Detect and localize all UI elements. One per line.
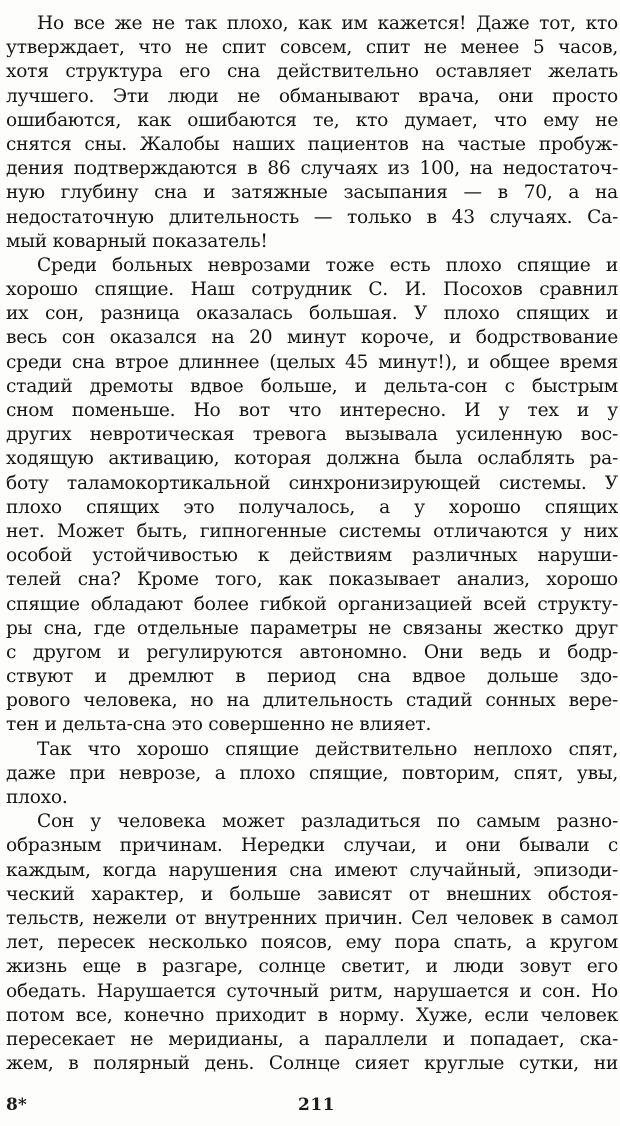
text-line: рового человека, но на длительность стадий сонных вере- <box>6 690 618 712</box>
text-line: ошибаются, как ошибаются те, кто думает, что ему не <box>6 109 618 131</box>
text-line: Но все же не так плохо, как им кажется! Даже тот, кто <box>37 13 618 34</box>
text-line: снятся сны. Жалобы наших пациентов на частые пробуж- <box>6 133 618 155</box>
text-line: дения подтверждаются в 86 случаях из 100, на недостаточ- <box>6 158 618 180</box>
text-line: жизнь еще в разгаре, солнце светит, и люди зовут его <box>6 956 618 978</box>
text-line: боту таламокортикальной синхронизирующей системы. У <box>6 472 618 494</box>
body-text <box>6 12 618 1076</box>
text-line: ческий характер, и больше зависят от внешних обстоя- <box>6 883 618 905</box>
text-line: лучшего. Эти люди не обманывают врача, они просто <box>6 85 618 107</box>
text-line: Сон у человека может разладиться по самым разно- <box>37 811 618 833</box>
text-line: весь сон оказался на 20 минут короче, и бодрствование <box>6 327 618 349</box>
text-line: с другом и регулируются автономно. Они ведь и бодр- <box>6 641 618 663</box>
text-line: других невротическая тревога вызывала усиленную вос- <box>6 424 618 446</box>
text-line: стадий дремоты вдвое больше, и дельта-сон с быстрым <box>6 375 618 397</box>
text-line: плохо. <box>6 787 68 808</box>
page-footer <box>6 1095 616 1119</box>
text-line: даже при неврозе, а плохо спящие, повторим, спят, увы, <box>6 762 618 784</box>
text-line: обедать. Нарушается суточный ритм, нарушается и сон. Но <box>6 980 618 1002</box>
text-line: ры сна, где отдельные параметры не связаны жестко друг <box>6 617 618 639</box>
text-line: нет. Может быть, гипногенные системы отличаются у них <box>6 520 618 542</box>
text-line: недостаточную длительность — только в 43 случаях. Са- <box>6 206 618 228</box>
page-number: 211 <box>298 1095 335 1115</box>
text-line: их сон, разница оказалась большая. У плохо спящих и <box>6 303 618 325</box>
text-line: лет, пересек несколько поясов, ему пора спать, а кругом <box>6 932 618 954</box>
text-line: тен и дельта-сна это совершенно не влияет. <box>6 714 432 736</box>
text-line: хотя структура его сна действительно оставляет желать <box>6 61 618 83</box>
text-line: каждым, когда нарушения сна имеют случайный, эпизоди- <box>6 859 618 881</box>
text-line: ствуют и дремлют в период сна вдвое дольше здо- <box>6 666 618 688</box>
text-line: сном поменьше. Но вот что интересно. И у тех и у <box>6 400 618 421</box>
text-line: спящие обладают более гибкой организацией всей структу- <box>6 593 618 615</box>
text-line: пересекает не меридианы, а параллели и попадает, ска- <box>6 1028 618 1050</box>
text-line: потом все, конечно приходит в норму. Хуже, если человек <box>6 1004 618 1026</box>
text-line: тельств, нежели от внутренних причин. Сел человек в самол <box>6 907 618 929</box>
text-line: Так что хорошо спящие действительно неплохо спят, <box>37 738 618 760</box>
text-line: плохо спящих это получалось, а у хорошо спящих <box>6 496 618 518</box>
text-line: ную глубину сна и затяжные засыпания — в 70, а на <box>6 182 618 204</box>
text-line: образным причинам. Нередки случаи, и они бывали с <box>6 835 618 857</box>
text-line: телей сна? Кроме того, как показывает анализ, хорошо <box>6 569 618 591</box>
signature-mark: 8* <box>6 1095 27 1115</box>
text-line: утверждает, что не спит совсем, спит не менее 5 часов, <box>6 37 618 59</box>
text-line: особой устойчивостью к действиям различных наруши- <box>6 545 618 567</box>
text-line: Среди больных неврозами тоже есть плохо спящие и <box>37 254 618 276</box>
text-line: хорошо спящие. Наш сотрудник С. И. Посохов сравнил <box>6 279 618 301</box>
text-line: среди сна втрое длиннее (целых 45 минут!), и общее время <box>6 351 618 373</box>
text-line: мый коварный показатель! <box>6 230 268 252</box>
text-line: ходящую активацию, которая должна была ослаблять ра- <box>6 448 618 470</box>
text-line: жем, в полярный день. Солнце сияет круглые сутки, ни <box>6 1053 618 1075</box>
